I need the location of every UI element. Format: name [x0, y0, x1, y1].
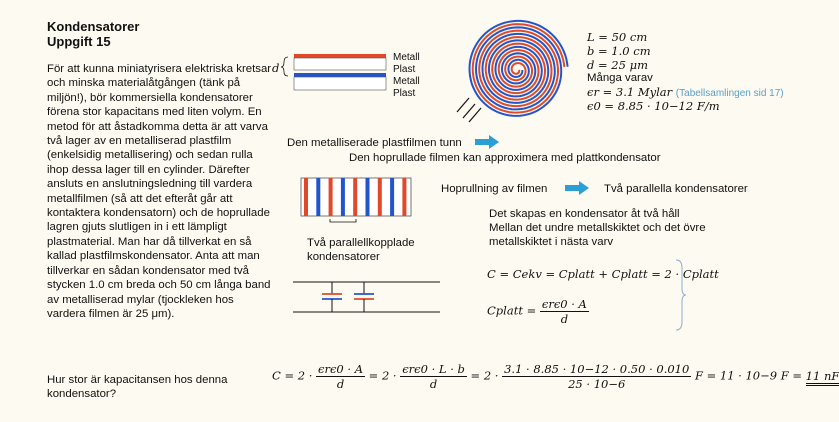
- title-line-1: Kondensatorer: [47, 19, 140, 34]
- rolling-label: Hoprullning av filmen: [441, 183, 548, 195]
- page-title: [47, 19, 139, 49]
- explanation-line-1: Det skapas en kondensator åt två håll: [489, 208, 680, 220]
- parallel-circuit-diagram: [288, 276, 448, 320]
- right-arrow-icon: [563, 180, 591, 196]
- roll-end-marks-icon: [457, 98, 481, 122]
- question-text: Hur stor är kapacitansen hos denna kondensator?: [47, 374, 228, 400]
- metal-bar: [378, 178, 382, 216]
- c-platt-lhs: Cplatt =: [487, 303, 537, 318]
- equation-c-ekv: C = Cekv = Cplatt + Cplatt = 2 · Cplatt: [487, 267, 719, 281]
- final-calculation: C = 2 · $\frac{\text{ϵrϵ0 · A}}{d}$ = 2 · $\frac{\text{ϵrϵ0 · L · b}}{d}$ = 2 · $\frac{3.1 \cdot 8.85 \cdot 10-12 \cdot 0.50 \cdot 0.010}{25 \cdot 10-6}$ F = 11 · 10−9 F = 11 nF: [272, 362, 839, 391]
- rolled-cross-section-diagram: [296, 174, 416, 224]
- metal-layer-red: [294, 54, 386, 58]
- layer-label-plast-1: Plast: [393, 64, 416, 75]
- param-d: d = 25 μm: [587, 58, 648, 72]
- right-arrow-icon: [473, 134, 501, 150]
- metal-bar: [316, 178, 320, 216]
- param-b: b = 1.0 cm: [587, 44, 651, 58]
- layer-bars: [304, 178, 406, 216]
- param-eps-r-value: ϵr = 3.1 Mylar: [587, 85, 673, 99]
- param-varv: Många varav: [587, 72, 653, 84]
- parallel-caps-caption: Två parallellkopplade kondensatorer: [307, 237, 415, 263]
- spiral-blue-layer: [470, 21, 568, 116]
- spiral-roll-diagram: [447, 16, 577, 128]
- thickness-brace-icon: [281, 57, 288, 76]
- roll-caption: Den hoprullade filmen kan approximera med plattkondensator: [349, 152, 661, 164]
- layer-label-metall-2: Metall: [393, 76, 420, 87]
- explanation-line-3: metallskiktet i nästa varv: [489, 236, 614, 248]
- c-platt-fraction: $\frac{\text{ϵrϵ0 · A}}{d}$: [541, 297, 587, 326]
- capacitor-1-icon: [322, 282, 342, 312]
- metal-bar: [402, 178, 406, 216]
- param-L: L = 50 cm: [587, 30, 648, 44]
- equation-brace-icon: [674, 258, 688, 332]
- spacing-bracket-icon: [330, 219, 356, 222]
- plastic-layer: [294, 58, 386, 70]
- final-answer: 11 nF: [806, 369, 839, 386]
- metal-bar: [390, 178, 394, 216]
- equation-c-platt: [487, 297, 589, 326]
- capacitor-2-icon: [354, 282, 374, 312]
- metal-bar: [341, 178, 345, 216]
- film-d-label: d: [272, 61, 280, 75]
- title-line-2: Uppgift 15: [47, 34, 111, 49]
- two-capacitors-label: Två parallella kondensatorer: [604, 183, 748, 195]
- layer-label-metall-1: Metall: [393, 52, 420, 63]
- metal-bar: [304, 178, 308, 216]
- layer-label-plast-2: Plast: [393, 88, 416, 99]
- problem-text: För att kunna miniatyrisera elektriska kretsar och minska materialåtgången (tänk på miljön!), bör kommersiella kondensatorer förena stor kapacitans med liten volym. En metod för att åstadkomma detta är att varva två lager av en metalliserad plastfilm (enkelsidig metallisering) och sedan rulla ihop dessa lager till en cylinder. Därefter ansluts en anslutningsledning till vardera metallfilmen (så att det efteråt går att kontaktera kondensatorn) och de hoprullade lagren gjuts slutligen in i ett lämpligt plastmaterial. Man har då tillverkat en så kallad plastfilmskondensator. Anta att man tillverkar en sådan kondensator med två stycken 1.0 cm breda och 50 cm långa band av metalliserad mylar (tjockleken hos vardera filmen är 25 μm).: [47, 63, 272, 320]
- metal-bar: [353, 178, 357, 216]
- metal-bar: [366, 178, 370, 216]
- plastic-layer: [294, 77, 386, 90]
- metal-bar: [329, 178, 333, 216]
- param-eps-0: ϵ0 = 8.85 · 10−12 F/m: [587, 99, 720, 113]
- explanation-line-2: Mellan det undre metallskiktet och det övre: [489, 222, 706, 234]
- film-caption: Den metalliserade plastfilmen tunn: [287, 137, 462, 149]
- film-layer-diagram: [270, 48, 390, 98]
- metal-layer-blue: [294, 73, 386, 77]
- param-eps-r-note: (Tabellsamlingen sid 17): [675, 88, 784, 99]
